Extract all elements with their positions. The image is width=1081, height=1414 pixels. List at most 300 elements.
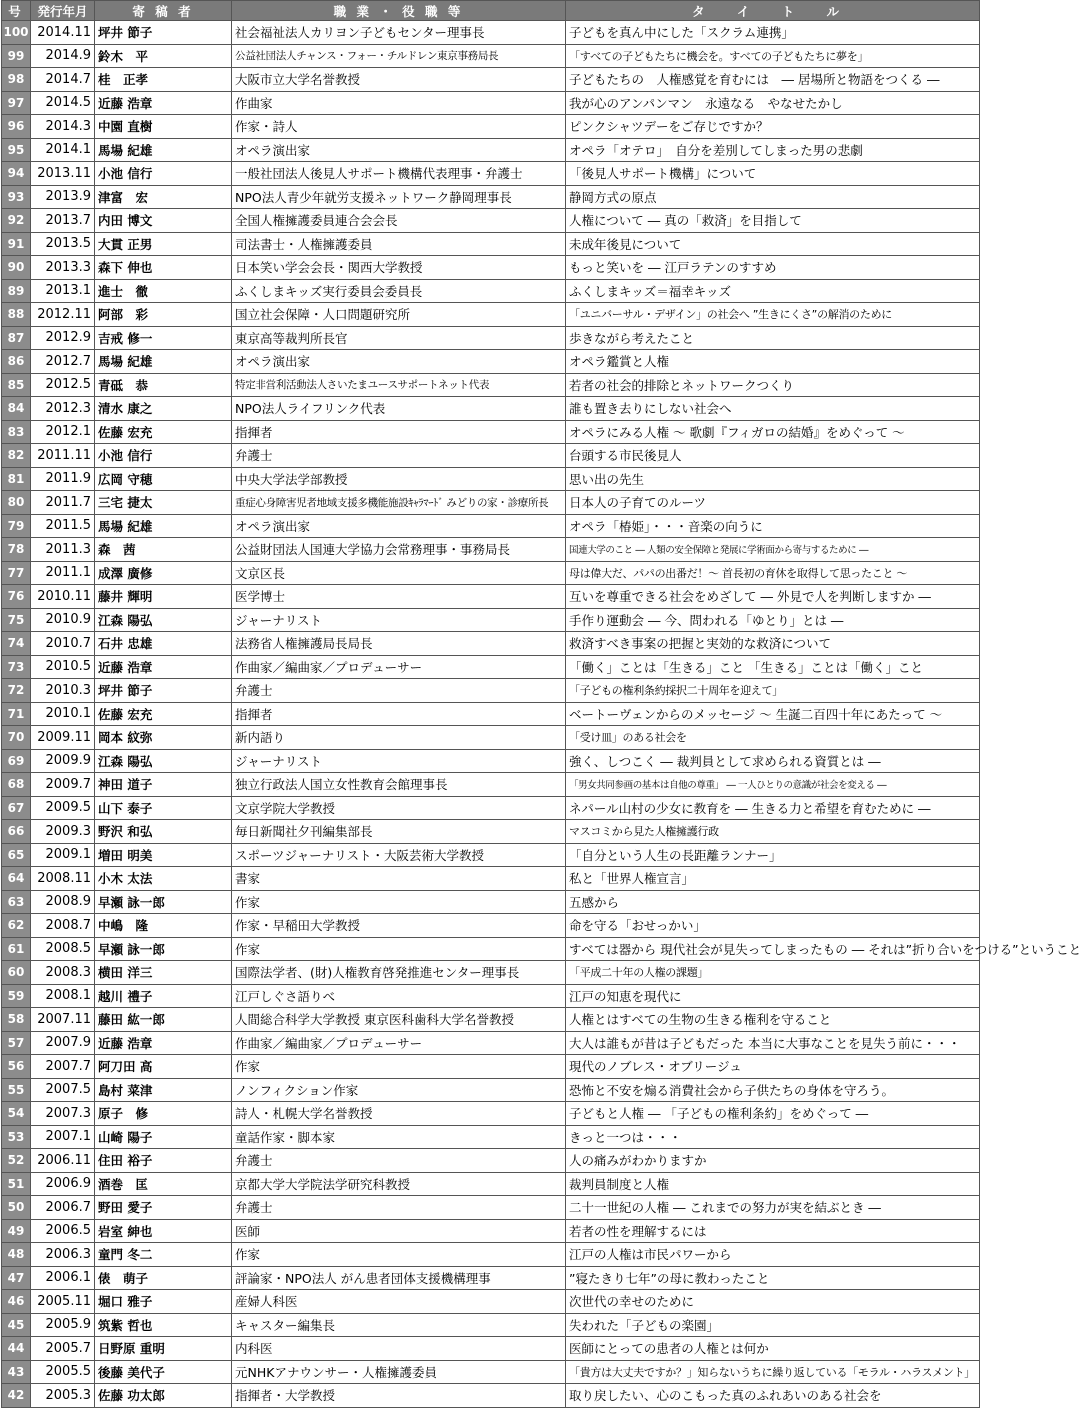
author-name: 内田 博文 (95, 209, 232, 233)
publish-date: 2012.7 (31, 350, 95, 374)
publish-date: 2006.9 (31, 1172, 95, 1196)
author-occupation: 指揮者・大学教授 (232, 1384, 566, 1408)
issue-number: 73 (2, 655, 31, 679)
article-title: きっと一つは・・・ (566, 1125, 980, 1149)
publish-date: 2012.5 (31, 373, 95, 397)
table-row (2, 1149, 980, 1173)
table-row (2, 1313, 980, 1337)
article-title: 国連大学のこと ― 人類の安全保障と発展に学術面から寄与するために ― (566, 538, 980, 562)
article-title: 歩きながら考えたこと (566, 326, 980, 350)
table-row (2, 585, 980, 609)
table-row (2, 914, 980, 938)
author-occupation: 作家 (232, 890, 566, 914)
article-title: 子どもたちの 人権感覚を育むには ― 居場所と物語をつくる ― (566, 68, 980, 92)
table-row (2, 21, 980, 45)
publish-date: 2014.7 (31, 68, 95, 92)
publish-date: 2007.5 (31, 1078, 95, 1102)
publish-date: 2013.9 (31, 185, 95, 209)
article-title: ピンクシャツデーをご存じですか？ (566, 115, 980, 139)
author-occupation: 文京学院大学教授 (232, 796, 566, 820)
issue-number: 55 (2, 1078, 31, 1102)
author-name: 広岡 守穂 (95, 467, 232, 491)
article-title: 「貴方は大丈夫ですか？」知らないうちに繰り返している「モラル・ハラスメント」 (566, 1360, 980, 1384)
article-title: 二十一世紀の人権 ― これまでの努力が実を結ぶとき ― (566, 1196, 980, 1220)
table-row (2, 679, 980, 703)
publish-date: 2005.3 (31, 1384, 95, 1408)
publish-date: 2007.11 (31, 1008, 95, 1032)
publish-date: 2014.11 (31, 21, 95, 45)
issue-number: 76 (2, 585, 31, 609)
table-row (2, 1008, 980, 1032)
issue-number: 71 (2, 702, 31, 726)
article-title: 人権について ― 真の「救済」を目指して (566, 209, 980, 233)
issue-number: 100 (2, 21, 31, 45)
issue-number: 92 (2, 209, 31, 233)
author-occupation: 産婦人科医 (232, 1290, 566, 1314)
author-occupation: 童話作家・脚本家 (232, 1125, 566, 1149)
table-row (2, 702, 980, 726)
publish-date: 2005.11 (31, 1290, 95, 1314)
author-occupation: 作曲家／編曲家／プロデューサー (232, 655, 566, 679)
issue-number: 69 (2, 749, 31, 773)
author-occupation: 医師 (232, 1219, 566, 1243)
issue-number: 56 (2, 1055, 31, 1079)
issue-number: 84 (2, 397, 31, 421)
publish-date: 2014.5 (31, 91, 95, 115)
issue-number: 90 (2, 256, 31, 280)
table-row (2, 726, 980, 750)
issue-number: 72 (2, 679, 31, 703)
author-occupation: 作曲家 (232, 91, 566, 115)
author-name: 森下 伸也 (95, 256, 232, 280)
author-occupation: ジャーナリスト (232, 749, 566, 773)
issue-number: 68 (2, 773, 31, 797)
author-name: 清水 康之 (95, 397, 232, 421)
table-row (2, 514, 980, 538)
issue-number: 97 (2, 91, 31, 115)
author-name: 早瀬 詠一郎 (95, 890, 232, 914)
article-title: 裁判員制度と人権 (566, 1172, 980, 1196)
issue-number: 43 (2, 1360, 31, 1384)
author-name: 桂 正孝 (95, 68, 232, 92)
table-row (2, 867, 980, 891)
author-occupation: 国際法学者、(財)人権教育啓発推進センター理事長 (232, 961, 566, 985)
author-name: 阿刀田 高 (95, 1055, 232, 1079)
table-row (2, 91, 980, 115)
author-occupation: 法務省人権擁護局長局長 (232, 632, 566, 656)
author-occupation: 特定非営利活動法人さいたまユースサポートネット代表 (232, 373, 566, 397)
publish-date: 2013.3 (31, 256, 95, 280)
author-name: 石井 忠雄 (95, 632, 232, 656)
issue-number: 91 (2, 232, 31, 256)
article-title: 救済すべき事案の把握と実効的な救済について (566, 632, 980, 656)
issue-number: 50 (2, 1196, 31, 1220)
article-title: 「働く」ことは「生きる」こと 「生きる」ことは「働く」こと (566, 655, 980, 679)
author-name: 筑紫 哲也 (95, 1313, 232, 1337)
article-title: 互いを尊重できる社会をめざして ― 外見で人を判断しますか ― (566, 585, 980, 609)
article-title: 子どもと人権 ― 「子どもの権利条約」をめぐって ― (566, 1102, 980, 1126)
issue-number: 67 (2, 796, 31, 820)
author-name: 増田 明美 (95, 843, 232, 867)
table-row (2, 44, 980, 68)
author-name: 三宅 捷太 (95, 491, 232, 515)
header-author: 寄 稿 者 (95, 1, 232, 21)
article-title: 江戸の人権は市民パワーから (566, 1243, 980, 1267)
table-row (2, 326, 980, 350)
publish-date: 2008.3 (31, 961, 95, 985)
issue-number: 65 (2, 843, 31, 867)
table-row (2, 1290, 980, 1314)
publish-date: 2007.9 (31, 1031, 95, 1055)
article-title: 私と「世界人権宣言」 (566, 867, 980, 891)
author-occupation: 指揮者 (232, 420, 566, 444)
article-title: 「ユニバーサル・デザイン」の社会へ ”生きにくさ”の解消のために (566, 303, 980, 327)
issue-number: 44 (2, 1337, 31, 1361)
table-row (2, 843, 980, 867)
author-occupation: 弁護士 (232, 1149, 566, 1173)
author-occupation: 国立社会保障・人口問題研究所 (232, 303, 566, 327)
author-occupation: 全国人権擁護委員連合会会長 (232, 209, 566, 233)
issue-number: 87 (2, 326, 31, 350)
table-row (2, 303, 980, 327)
publish-date: 2007.1 (31, 1125, 95, 1149)
table-row (2, 608, 980, 632)
issue-number: 85 (2, 373, 31, 397)
author-name: 馬場 紀雄 (95, 350, 232, 374)
author-name: 阿部 彩 (95, 303, 232, 327)
publish-date: 2011.7 (31, 491, 95, 515)
publish-date: 2011.9 (31, 467, 95, 491)
table-row (2, 1243, 980, 1267)
author-occupation: 日本笑い学会会長・関西大学教授 (232, 256, 566, 280)
publish-date: 2010.11 (31, 585, 95, 609)
publish-date: 2008.11 (31, 867, 95, 891)
header-title: タ イ ト ル (566, 1, 980, 21)
issue-number: 80 (2, 491, 31, 515)
publish-date: 2012.9 (31, 326, 95, 350)
issue-number: 64 (2, 867, 31, 891)
author-occupation: 医学博士 (232, 585, 566, 609)
article-title: 「男女共同参画の基本は自他の尊重」 ― 一人ひとりの意識が社会を変える ― (566, 773, 980, 797)
author-name: 佐藤 宏充 (95, 702, 232, 726)
author-occupation: 大阪市立大学名誉教授 (232, 68, 566, 92)
publish-date: 2012.3 (31, 397, 95, 421)
article-title: 恐怖と不安を煽る消費社会から子供たちの身体を守ろう。 (566, 1078, 980, 1102)
article-title: 母は偉大だ、パパの出番だ！～ 首長初の育休を取得して思ったこと ～ (566, 561, 980, 585)
author-name: 津富 宏 (95, 185, 232, 209)
author-name: 原子 修 (95, 1102, 232, 1126)
issue-number: 48 (2, 1243, 31, 1267)
publish-date: 2008.1 (31, 984, 95, 1008)
author-name: 小池 信行 (95, 444, 232, 468)
publish-date: 2007.7 (31, 1055, 95, 1079)
article-title: 「受け皿」のある社会を (566, 726, 980, 750)
author-occupation: 作家 (232, 937, 566, 961)
author-occupation: 独立行政法人国立女性教育会館理事長 (232, 773, 566, 797)
author-name: 馬場 紀雄 (95, 138, 232, 162)
author-name: 藤田 紘一郎 (95, 1008, 232, 1032)
author-name: 岡本 紋弥 (95, 726, 232, 750)
issue-number: 93 (2, 185, 31, 209)
author-name: 江森 陽弘 (95, 608, 232, 632)
table-row (2, 185, 980, 209)
author-occupation: 毎日新聞社夕刊編集部長 (232, 820, 566, 844)
author-name: 鈴木 平 (95, 44, 232, 68)
author-occupation: スポーツジャーナリスト・大阪芸術大学教授 (232, 843, 566, 867)
author-occupation: 元NHKアナウンサー・人権擁護委員 (232, 1360, 566, 1384)
author-occupation: 指揮者 (232, 702, 566, 726)
publish-date: 2010.5 (31, 655, 95, 679)
article-title: 人の痛みがわかりますか (566, 1149, 980, 1173)
table-row (2, 1172, 980, 1196)
issue-number: 86 (2, 350, 31, 374)
publish-date: 2008.7 (31, 914, 95, 938)
issue-number: 52 (2, 1149, 31, 1173)
issue-number: 45 (2, 1313, 31, 1337)
article-title: ”寝たきり七年”の母に教わったこと (566, 1266, 980, 1290)
author-name: 堀口 雅子 (95, 1290, 232, 1314)
table-row (2, 796, 980, 820)
issue-number: 81 (2, 467, 31, 491)
issue-number: 89 (2, 279, 31, 303)
table-row (2, 1031, 980, 1055)
issue-number: 96 (2, 115, 31, 139)
article-title: 「子どもの権利条約採択二十周年を迎えて」 (566, 679, 980, 703)
author-name: 中嶋 隆 (95, 914, 232, 938)
article-title: 失われた「子どもの楽園」 (566, 1313, 980, 1337)
table-row (2, 491, 980, 515)
author-name: 横田 洋三 (95, 961, 232, 985)
article-title: 誰も置き去りにしない社会へ (566, 397, 980, 421)
author-occupation: 書家 (232, 867, 566, 891)
table-row (2, 1125, 980, 1149)
article-title: 日本人の子育てのルーツ (566, 491, 980, 515)
article-title: 「平成二十年の人権の課題」 (566, 961, 980, 985)
issue-number: 99 (2, 44, 31, 68)
article-title: 子どもを真ん中にした「スクラム連携」 (566, 21, 980, 45)
author-occupation: 社会福祉法人カリヨン子どもセンター理事長 (232, 21, 566, 45)
table-row (2, 1384, 980, 1408)
table-row (2, 1219, 980, 1243)
article-title: もっと笑いを ― 江戸ラテンのすすめ (566, 256, 980, 280)
issue-number: 83 (2, 420, 31, 444)
article-title: 我が心のアンパンマン 永遠なる やなせたかし (566, 91, 980, 115)
table-row (2, 538, 980, 562)
article-title: 現代のノブレス・オブリージュ (566, 1055, 980, 1079)
publish-date: 2014.1 (31, 138, 95, 162)
table-row (2, 773, 980, 797)
table-row (2, 350, 980, 374)
author-name: 小池 信行 (95, 162, 232, 186)
article-title: すべては器から 現代社会が見失ってしまったもの ― それは”折り合いをつける”ということ (566, 937, 980, 961)
publish-date: 2009.3 (31, 820, 95, 844)
publish-date: 2009.7 (31, 773, 95, 797)
issue-number: 88 (2, 303, 31, 327)
table-row (2, 68, 980, 92)
article-title: 思い出の先生 (566, 467, 980, 491)
table-row (2, 279, 980, 303)
issue-number: 82 (2, 444, 31, 468)
author-occupation: 評論家・NPO法人 がん患者団体支援機構理事 (232, 1266, 566, 1290)
publish-date: 2006.1 (31, 1266, 95, 1290)
author-occupation: 東京高等裁判所長官 (232, 326, 566, 350)
author-occupation: 作家 (232, 1243, 566, 1267)
author-occupation: 公益財団法人国連大学協力会常務理事・事務局長 (232, 538, 566, 562)
article-title: 医師にとっての患者の人権とは何か (566, 1337, 980, 1361)
publish-date: 2013.7 (31, 209, 95, 233)
author-occupation: オペラ演出家 (232, 138, 566, 162)
article-title: 「後見人サポート機構」について (566, 162, 980, 186)
article-title: 次世代の幸せのために (566, 1290, 980, 1314)
publish-date: 2010.3 (31, 679, 95, 703)
issue-number: 77 (2, 561, 31, 585)
issue-number: 79 (2, 514, 31, 538)
author-occupation: ノンフィクション作家 (232, 1078, 566, 1102)
author-occupation: NPO法人ライフリンク代表 (232, 397, 566, 421)
article-title: 人権とはすべての生物の生きる権利を守ること (566, 1008, 980, 1032)
author-occupation: 司法書士・人権擁護委員 (232, 232, 566, 256)
author-name: 山崎 陽子 (95, 1125, 232, 1149)
author-name: 俵 萌子 (95, 1266, 232, 1290)
author-name: 成澤 廣修 (95, 561, 232, 585)
publish-date: 2005.5 (31, 1360, 95, 1384)
publish-date: 2008.9 (31, 890, 95, 914)
publish-date: 2009.5 (31, 796, 95, 820)
publish-date: 2005.7 (31, 1337, 95, 1361)
table-row (2, 162, 980, 186)
article-title: ベートーヴェンからのメッセージ ～ 生誕二百四十年にあたって ～ (566, 702, 980, 726)
article-title: 若者の性を理解するには (566, 1219, 980, 1243)
author-name: 近藤 浩章 (95, 91, 232, 115)
author-name: 佐藤 宏充 (95, 420, 232, 444)
author-name: 小木 太法 (95, 867, 232, 891)
table-row (2, 138, 980, 162)
table-row (2, 1055, 980, 1079)
publish-date: 2006.5 (31, 1219, 95, 1243)
issue-number: 74 (2, 632, 31, 656)
author-name: 吉戒 修一 (95, 326, 232, 350)
table-row (2, 561, 980, 585)
table-row (2, 373, 980, 397)
issue-number: 54 (2, 1102, 31, 1126)
author-occupation: 作家・詩人 (232, 115, 566, 139)
author-occupation: 弁護士 (232, 679, 566, 703)
table-row (2, 397, 980, 421)
publish-date: 2011.3 (31, 538, 95, 562)
author-name: 住田 裕子 (95, 1149, 232, 1173)
article-title: 若者の社会的排除とネットワークつくり (566, 373, 980, 397)
author-name: 近藤 浩章 (95, 1031, 232, 1055)
table-row (2, 1078, 980, 1102)
publish-date: 2007.3 (31, 1102, 95, 1126)
author-name: 江森 陽弘 (95, 749, 232, 773)
author-name: 大貫 正男 (95, 232, 232, 256)
issue-number: 60 (2, 961, 31, 985)
article-title: オペラ鑑賞と人権 (566, 350, 980, 374)
author-name: 馬場 紀雄 (95, 514, 232, 538)
issue-number: 58 (2, 1008, 31, 1032)
issue-number: 47 (2, 1266, 31, 1290)
table-row (2, 937, 980, 961)
author-name: 森 茜 (95, 538, 232, 562)
publish-date: 2013.11 (31, 162, 95, 186)
author-name: 野田 愛子 (95, 1196, 232, 1220)
issue-number: 49 (2, 1219, 31, 1243)
publish-date: 2011.1 (31, 561, 95, 585)
publish-date: 2008.5 (31, 937, 95, 961)
author-occupation: 京都大学大学院法学研究科教授 (232, 1172, 566, 1196)
publish-date: 2010.7 (31, 632, 95, 656)
author-occupation: NPO法人青少年就労支援ネットワーク静岡理事長 (232, 185, 566, 209)
table-row (2, 1337, 980, 1361)
author-name: 坪井 節子 (95, 21, 232, 45)
table-row (2, 467, 980, 491)
publish-date: 2009.9 (31, 749, 95, 773)
article-title: 未成年後見について (566, 232, 980, 256)
publish-date: 2006.3 (31, 1243, 95, 1267)
article-title: 「すべての子どもたちに機会を。すべての子どもたちに夢を」 (566, 44, 980, 68)
author-name: 青砥 恭 (95, 373, 232, 397)
publish-date: 2011.11 (31, 444, 95, 468)
author-name: 山下 泰子 (95, 796, 232, 820)
article-title: 台頭する市民後見人 (566, 444, 980, 468)
article-title: 大人は誰もが昔は子どもだった 本当に大事なことを見失う前に・・・ (566, 1031, 980, 1055)
publish-date: 2014.9 (31, 44, 95, 68)
publish-date: 2009.1 (31, 843, 95, 867)
table-row (2, 1360, 980, 1384)
author-occupation: オペラ演出家 (232, 350, 566, 374)
publish-date: 2006.7 (31, 1196, 95, 1220)
issue-number: 46 (2, 1290, 31, 1314)
author-occupation: 詩人・札幌大学名誉教授 (232, 1102, 566, 1126)
author-name: 佐藤 功太郎 (95, 1384, 232, 1408)
author-occupation: 文京区長 (232, 561, 566, 585)
issue-number: 61 (2, 937, 31, 961)
article-title: マスコミから見た人権擁護行政 (566, 820, 980, 844)
author-occupation: 公益社団法人チャンス・フォー・チルドレン東京事務局長 (232, 44, 566, 68)
article-title: オペラにみる人権 ～ 歌劇『フィガロの結婚』をめぐって ～ (566, 420, 980, 444)
author-occupation: 江戸しぐさ語りべ (232, 984, 566, 1008)
issue-number: 98 (2, 68, 31, 92)
table-row (2, 961, 980, 985)
article-title: 取り戻したい、心のこもった真のふれあいのある社会を (566, 1384, 980, 1408)
table-row (2, 232, 980, 256)
author-name: 後藤 美代子 (95, 1360, 232, 1384)
author-name: 岩室 紳也 (95, 1219, 232, 1243)
author-name: 神田 道子 (95, 773, 232, 797)
table-row (2, 115, 980, 139)
article-title: 静岡方式の原点 (566, 185, 980, 209)
publish-date: 2014.3 (31, 115, 95, 139)
table-row (2, 655, 980, 679)
issue-number: 62 (2, 914, 31, 938)
author-name: 中園 直樹 (95, 115, 232, 139)
publish-date: 2012.1 (31, 420, 95, 444)
issue-number: 42 (2, 1384, 31, 1408)
article-title: 手作り運動会 ― 今、問われる「ゆとり」とは ― (566, 608, 980, 632)
author-occupation: 弁護士 (232, 1196, 566, 1220)
author-occupation: 一般社団法人後見人サポート機構代表理事・弁護士 (232, 162, 566, 186)
issue-number: 59 (2, 984, 31, 1008)
author-occupation: 作曲家／編曲家／プロデューサー (232, 1031, 566, 1055)
table-row (2, 256, 980, 280)
author-name: 日野原 重明 (95, 1337, 232, 1361)
author-occupation: 人間総合科学大学教授 東京医科歯科大学名誉教授 (232, 1008, 566, 1032)
header-job: 職 業 ・ 役 職 等 (232, 1, 566, 21)
table-row (2, 209, 980, 233)
author-name: 越川 禮子 (95, 984, 232, 1008)
article-title: ふくしまキッズ＝福幸キッズ (566, 279, 980, 303)
